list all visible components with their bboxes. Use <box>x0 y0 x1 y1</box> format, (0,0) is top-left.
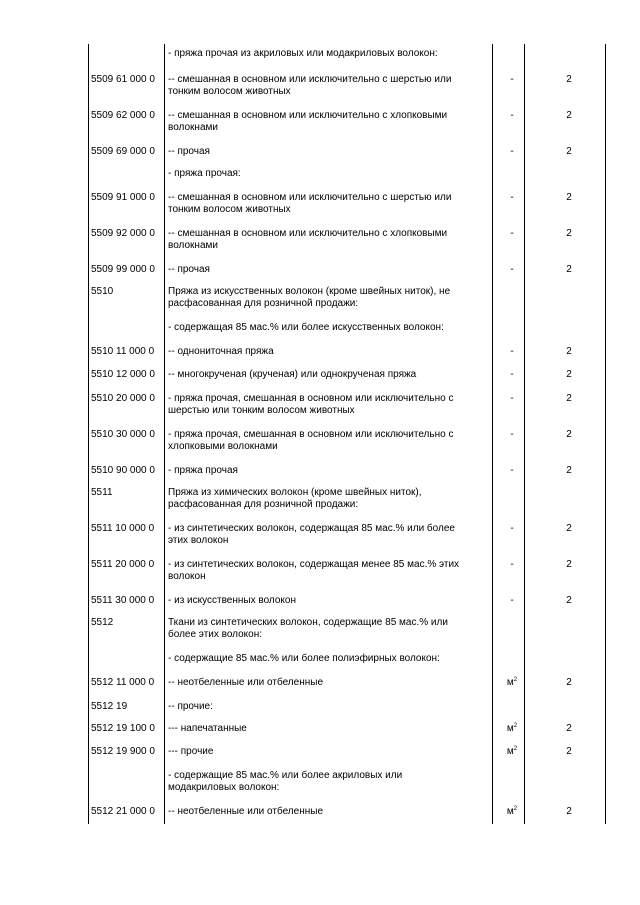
duty-rate: 2 <box>566 723 572 734</box>
column-divider-unit <box>492 44 493 824</box>
commodity-description: Ткани из синтетических волокон, содержащие 85 мас.% или более этих волокон: <box>168 617 448 640</box>
duty-rate: 2 <box>566 346 572 357</box>
unit-text: - <box>510 559 514 570</box>
unit-text: м <box>506 806 514 817</box>
unit-text: - <box>510 146 514 157</box>
commodity-description: Пряжа из искусственных волокон (кроме швейных ниток), не расфасованная для розничной продажи: <box>168 286 451 309</box>
unit-superscript: 2 <box>513 677 518 683</box>
duty-rate: 2 <box>566 369 572 380</box>
unit-of-measure <box>499 74 525 86</box>
commodity-description: -- прочая <box>168 146 210 157</box>
unit-text: - <box>510 369 514 380</box>
commodity-code: 5511 <box>91 487 113 498</box>
duty-rate: 2 <box>566 429 572 440</box>
unit-of-measure <box>499 595 525 607</box>
duty-rate: 2 <box>566 806 572 817</box>
duty-rate: 2 <box>566 677 572 688</box>
unit-of-measure <box>499 393 525 405</box>
duty-rate: 2 <box>566 192 572 203</box>
commodity-description: - содержащие 85 мас.% или более акриловых или модакриловых волокон: <box>168 770 403 793</box>
commodity-description: -- прочие: <box>168 701 213 712</box>
commodity-code: 5512 19 <box>91 701 128 712</box>
commodity-description: -- однониточная пряжа <box>168 346 274 357</box>
commodity-code: 5509 91 000 0 <box>91 192 155 203</box>
unit-superscript: 2 <box>513 746 518 752</box>
commodity-description: -- неотбеленные или отбеленные <box>168 806 323 817</box>
commodity-code: 5512 21 000 0 <box>91 806 155 817</box>
commodity-code: 5509 99 000 0 <box>91 264 155 275</box>
commodity-description: -- смешанная в основном или исключительно с хлопковыми волокнами <box>168 228 448 251</box>
commodity-code: 5510 12 000 0 <box>91 369 155 380</box>
table-border-right <box>605 44 606 824</box>
unit-of-measure <box>499 228 525 240</box>
commodity-code: 5512 <box>91 617 114 628</box>
commodity-code: 5509 62 000 0 <box>91 110 155 121</box>
commodity-code: 5510 11 000 0 <box>91 346 155 357</box>
duty-rate: 2 <box>566 264 572 275</box>
unit-text: - <box>510 264 514 275</box>
unit-text: м <box>506 723 514 734</box>
unit-of-measure <box>499 559 525 571</box>
commodity-description: -- смешанная в основном или исключительно с шерстью или тонким волосом животных <box>168 74 452 97</box>
commodity-description: - из синтетических волокон, содержащая 85 мас.% или более этих волокон <box>168 523 455 546</box>
commodity-code: 5512 11 000 0 <box>91 677 155 688</box>
commodity-code: 5510 <box>91 286 114 297</box>
column-divider-code <box>164 44 165 824</box>
commodity-code: 5510 20 000 0 <box>91 393 155 404</box>
commodity-description: - содержащие 85 мас.% или более полиэфирных волокон: <box>168 653 440 664</box>
commodity-description: - пряжа прочая, смешанная в основном или исключительно с шерстью или тонким волосом животных <box>168 393 454 416</box>
unit-text: - <box>510 192 514 203</box>
duty-rate: 2 <box>566 595 572 606</box>
unit-text: - <box>510 429 514 440</box>
commodity-description: - содержащая 85 мас.% или более искусственных волокон: <box>168 322 444 333</box>
unit-superscript: 2 <box>513 806 518 812</box>
unit-text: - <box>510 110 514 121</box>
unit-of-measure <box>499 723 525 735</box>
commodity-code: 5510 30 000 0 <box>91 429 155 440</box>
unit-of-measure <box>499 806 525 818</box>
duty-rate: 2 <box>566 465 572 476</box>
commodity-code: 5511 20 000 0 <box>91 559 155 570</box>
unit-of-measure <box>499 746 525 758</box>
unit-text: м <box>506 677 514 688</box>
commodity-description: - из синтетических волокон, содержащая менее 85 мас.% этих волокон <box>168 559 460 582</box>
commodity-description: -- смешанная в основном или исключительно с хлопковыми волокнами <box>168 110 448 133</box>
commodity-code: 5509 61 000 0 <box>91 74 155 85</box>
commodity-code: 5509 69 000 0 <box>91 146 155 157</box>
commodity-description: - пряжа прочая, смешанная в основном или исключительно с хлопковыми волокнами <box>168 429 454 452</box>
unit-text: м <box>506 746 514 757</box>
commodity-description: - пряжа прочая из акриловых или модакриловых волокон: <box>168 48 438 59</box>
unit-of-measure <box>499 264 525 276</box>
unit-text: - <box>510 346 514 357</box>
unit-of-measure <box>499 429 525 441</box>
unit-text: - <box>510 465 514 476</box>
unit-text: - <box>510 228 514 239</box>
commodity-description: - пряжа прочая: <box>168 168 241 179</box>
unit-text: - <box>510 595 514 606</box>
commodity-code: 5512 19 900 0 <box>91 746 155 757</box>
commodity-description: -- неотбеленные или отбеленные <box>168 677 323 688</box>
duty-rate: 2 <box>566 110 572 121</box>
unit-text: - <box>510 523 514 534</box>
unit-text: - <box>510 74 514 85</box>
commodity-description: --- напечатанные <box>168 723 247 734</box>
duty-rate: 2 <box>566 393 572 404</box>
duty-rate: 2 <box>566 559 572 570</box>
unit-superscript: 2 <box>513 723 518 729</box>
commodity-code: 5511 30 000 0 <box>91 595 155 606</box>
duty-rate: 2 <box>566 523 572 534</box>
commodity-code: 5509 92 000 0 <box>91 228 155 239</box>
unit-of-measure <box>499 465 525 477</box>
unit-of-measure <box>499 192 525 204</box>
commodity-description: - пряжа прочая <box>168 465 238 476</box>
table-border-left <box>88 44 89 824</box>
unit-of-measure <box>499 677 525 689</box>
commodity-code: 5510 90 000 0 <box>91 465 155 476</box>
commodity-description: --- прочие <box>168 746 214 757</box>
unit-text: - <box>510 393 514 404</box>
commodity-code: 5512 19 100 0 <box>91 723 155 734</box>
commodity-description: - из искусственных волокон <box>168 595 296 606</box>
commodity-description: -- многокрученая (крученая) или однокрученая пряжа <box>168 369 417 380</box>
unit-of-measure <box>499 369 525 381</box>
commodity-code: 5511 10 000 0 <box>91 523 155 534</box>
duty-rate: 2 <box>566 74 572 85</box>
duty-rate: 2 <box>566 146 572 157</box>
commodity-description: -- смешанная в основном или исключительно с шерстью или тонким волосом животных <box>168 192 452 215</box>
unit-of-measure <box>499 110 525 122</box>
unit-of-measure <box>499 346 525 358</box>
duty-rate: 2 <box>566 746 572 757</box>
commodity-description: Пряжа из химических волокон (кроме швейных ниток), расфасованная для розничной продажи: <box>168 487 422 510</box>
duty-rate: 2 <box>566 228 572 239</box>
commodity-description: -- прочая <box>168 264 210 275</box>
unit-of-measure <box>499 146 525 158</box>
unit-of-measure <box>499 523 525 535</box>
